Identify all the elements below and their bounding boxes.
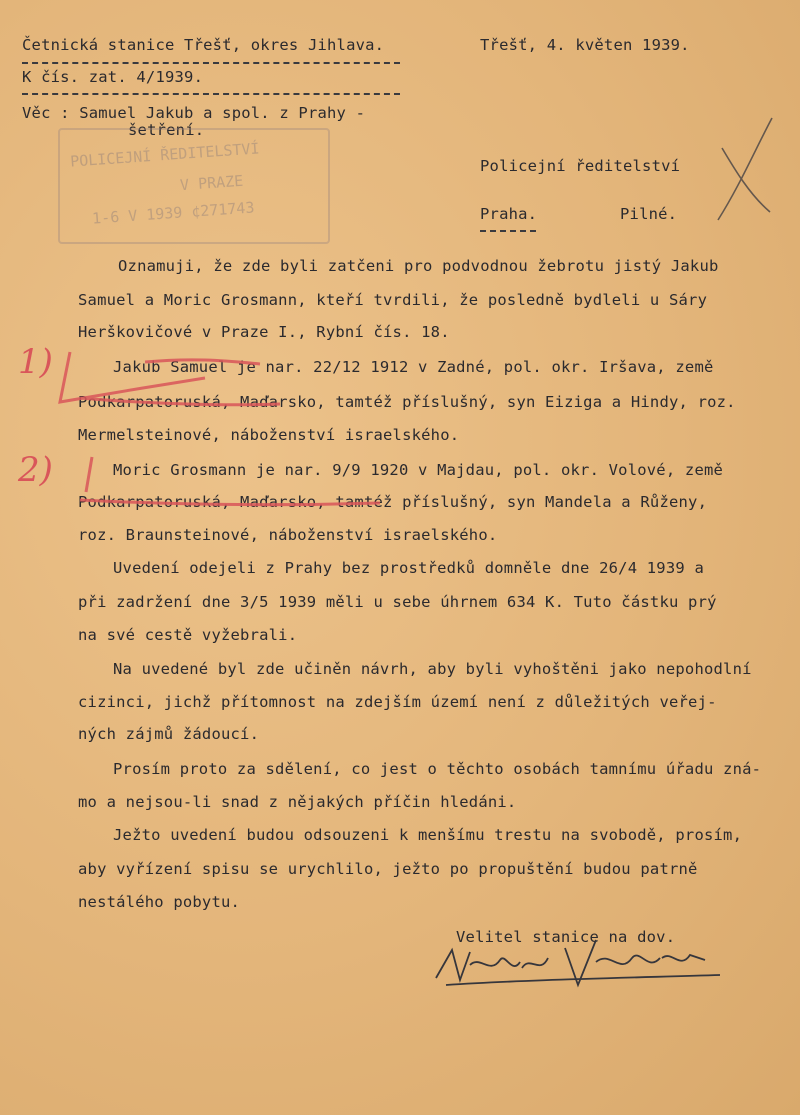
body-line-20: nestálého pobytu. [78,893,241,911]
stamp-line-2: V PRAZE [179,171,244,195]
body-line-17: mo a nejsou-li snad z nějakých příčin hledáni. [78,793,517,811]
body-line-11: při zadržení dne 3/5 1939 měli u sebe úhrnem 634 K. Tuto částku prý [78,593,717,611]
body-line-15: ných zájmů žádoucí. [78,725,260,743]
body-line-5: Podkarpatoruská, Maďarsko, tamtéž příslušný, syn Eiziga a Hindy, roz. [78,393,736,411]
body-line-3: Herškovičové v Praze I., Rybní čís. 18. [78,323,450,341]
body-line-18: Ježto uvedení budou odsouzeni k menšímu trestu na svobodě, prosím, [113,826,743,844]
recipient-name: Policejní ředitelství [480,157,681,175]
subject-line-1: Věc : Samuel Jakub a spol. z Prahy - [22,104,366,122]
body-line-2: Samuel a Moric Grosmann, kteří tvrdili, že posledně bydleli u Sáry [78,291,708,309]
body-line-4: Jakub Samuel je nar. 22/12 1912 v Zadné, pol. okr. Iršava, země [113,358,714,376]
body-line-12: na své cestě vyžebrali. [78,626,298,644]
signature-scrawl [436,940,720,985]
body-line-10: Uvedení odejeli z Prahy bez prostředků domněle dne 26/4 1939 a [113,559,704,577]
body-line-14: cizinci, jichž přítomnost na zdejším území není z důležitých veřej- [78,693,717,711]
annotation-mark-1: 1) [18,342,53,382]
reference-number: K čís. zat. 4/1939. [22,68,204,86]
body-line-9: roz. Braunsteinové, náboženství israelského. [78,526,498,544]
place-date: Třešť, 4. květen 1939. [480,36,690,54]
stamp-line-3: 1-6 V 1939 ¢271743 [91,198,255,228]
signature-title: Velitel stanice na dov. [456,928,676,946]
red-annotation-strokes [60,352,380,505]
body-line-16: Prosím proto za sdělení, co jest o těchto osobách tamnímu úřadu zná- [113,760,762,778]
station-header: Četnická stanice Třešť, okres Jihlava. [22,36,385,54]
recipient-city: Praha. [480,205,538,223]
annotation-mark-2: 2) [18,450,53,490]
body-line-13: Na uvedené byl zde učiněn návrh, aby byli vyhoštěni jako nepohodlní [113,660,752,678]
body-line-1: Oznamuji, že zde byli zatčeni pro podvodnou žebrotu jistý Jakub [118,257,719,275]
body-line-6: Mermelsteinové, náboženství israelského. [78,426,460,444]
check-x-mark [718,118,772,220]
urgency-note: Pilné. [620,205,678,223]
body-line-19: aby vyřízení spisu se urychlilo, ježto po propuštění budou patrně [78,860,698,878]
subject-line-2: šetření. [128,121,205,139]
body-line-8: Podkarpatoruská, Maďarsko, tamtéž příslušný, syn Mandela a Růženy, [78,493,708,511]
body-line-7: Moric Grosmann je nar. 9/9 1920 v Majdau, pol. okr. Volové, země [113,461,724,479]
stamp-line-1: POLICEJNÍ ŘEDITELSTVÍ [69,139,261,171]
